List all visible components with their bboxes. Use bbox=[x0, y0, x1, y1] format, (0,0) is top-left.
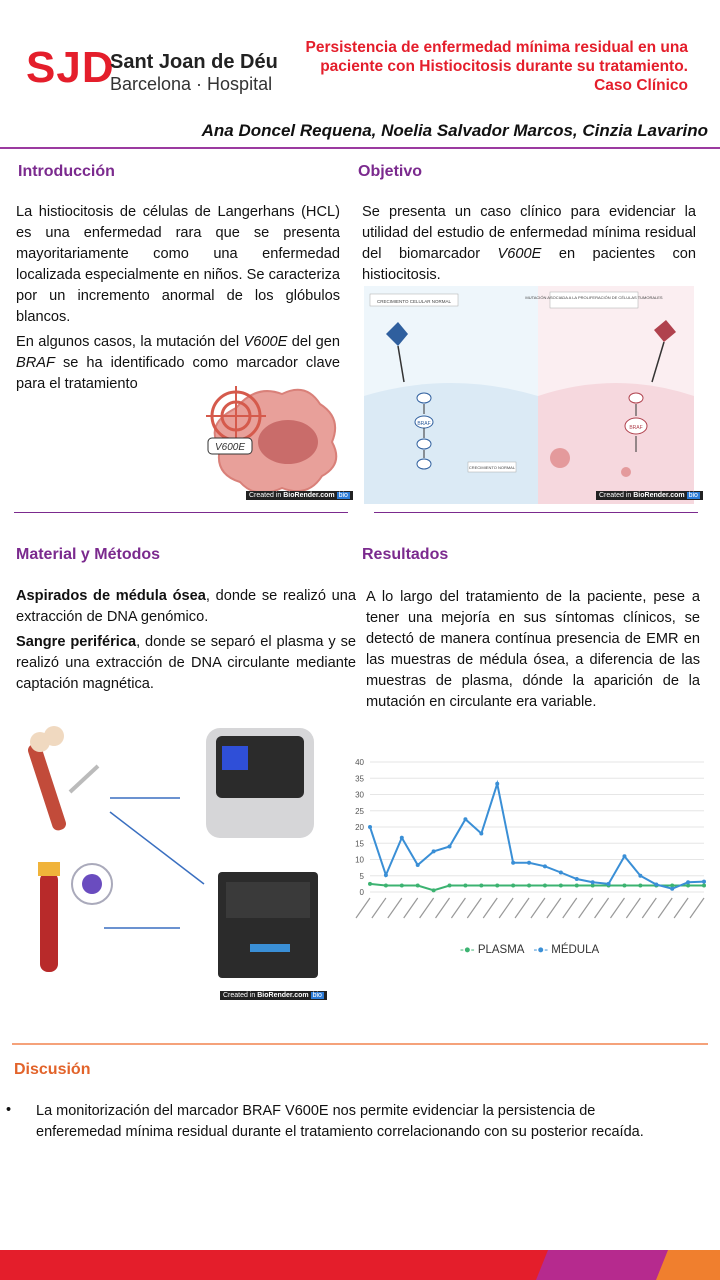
resultados-paragraph: A lo largo del tratamiento de la paciente, pese a tener una mejoría en sus síntomas clínicos, se detectó de manera contínua presencia de EMR en las muestras de médula ósea, a diferencia de las muestras de plasma, dónde la aparición de la mutación en circulante era variable. bbox=[366, 589, 700, 710]
discusion-text: La monitorización del marcador BRAF V600E nos permite evidenciar la persistencia de enferemedad mínima residual durante el tratamiento correlacionando con su posterior recaída. bbox=[36, 1103, 644, 1140]
data-point bbox=[448, 884, 452, 888]
data-point bbox=[511, 884, 515, 888]
x-tick-label bbox=[531, 898, 545, 918]
data-point bbox=[575, 884, 579, 888]
langerhans-cell-illustration bbox=[196, 378, 346, 502]
data-point bbox=[559, 884, 563, 888]
objetivo-heading: Objetivo bbox=[358, 163, 423, 180]
data-point bbox=[638, 884, 642, 888]
intro-paragraph-1: La histiocitosis de células de Langerhans (HCL) es una enfermedad rara que se presenta mayoritariamente como una enfermedad localizada especialmente en niños. Se caracteriza por un incremento anormal de los glóbulos blancos. bbox=[16, 204, 340, 325]
data-point bbox=[622, 854, 626, 858]
metodos-paragraph-1: Aspirados de médula ósea, donde se realizó una extracción de DNA genómico. bbox=[16, 588, 357, 625]
data-point bbox=[400, 836, 404, 840]
metodos-paragraph-2: Sangre periférica, donde se separó el plasma y se realizó una extracción de DNA circulante mediante captación magnética. bbox=[16, 634, 356, 692]
x-tick-label bbox=[499, 898, 513, 918]
intro-divider bbox=[14, 512, 348, 513]
x-tick-label bbox=[483, 898, 497, 918]
x-tick-label bbox=[356, 898, 370, 918]
x-tick-label bbox=[579, 898, 593, 918]
pcr-machine-icon bbox=[218, 872, 318, 978]
intro-heading: Introducción bbox=[18, 163, 115, 180]
intro-paragraph-2: En algunos casos, la mutación del V600E del gen BRAF se ha identificado como marcador clave para el tratamiento bbox=[16, 334, 340, 392]
logo-subtitle: Barcelona · Hospital bbox=[110, 74, 273, 94]
x-tick-label bbox=[690, 898, 704, 918]
x-tick-label bbox=[674, 898, 688, 918]
x-tick-label bbox=[595, 898, 609, 918]
data-point bbox=[527, 884, 531, 888]
data-point bbox=[702, 880, 706, 884]
data-point bbox=[463, 817, 467, 821]
metodos-heading: Material y Métodos bbox=[16, 546, 161, 563]
data-point bbox=[448, 845, 452, 849]
data-point bbox=[368, 825, 372, 829]
data-point bbox=[416, 884, 420, 888]
data-point bbox=[384, 884, 388, 888]
methods-illustration bbox=[20, 722, 340, 992]
data-point bbox=[432, 849, 436, 853]
header-divider bbox=[0, 147, 720, 149]
data-point bbox=[511, 861, 515, 865]
data-point bbox=[479, 884, 483, 888]
x-tick-label bbox=[642, 898, 656, 918]
resultados-text bbox=[366, 587, 700, 717]
data-point bbox=[543, 884, 547, 888]
objetivo-divider bbox=[374, 512, 698, 513]
series-line-plasma bbox=[370, 884, 704, 891]
data-point bbox=[479, 832, 483, 836]
y-tick-label: 35 bbox=[355, 774, 364, 784]
x-tick-label bbox=[658, 898, 672, 918]
y-tick-label: 40 bbox=[355, 758, 364, 767]
data-point bbox=[575, 877, 579, 881]
data-point bbox=[686, 880, 690, 884]
footer-color-bar bbox=[0, 1250, 720, 1280]
y-tick-label: 5 bbox=[359, 871, 364, 881]
intro-text bbox=[16, 202, 340, 399]
biorender-credit-2: Created in BioRender.com bio bbox=[596, 491, 703, 500]
data-point bbox=[654, 883, 658, 887]
data-point bbox=[432, 888, 436, 892]
data-point bbox=[384, 873, 388, 877]
pathway-illustration bbox=[364, 286, 694, 504]
y-tick-label: 20 bbox=[355, 823, 364, 832]
data-point bbox=[670, 887, 674, 891]
objetivo-text bbox=[362, 202, 696, 290]
data-point bbox=[591, 880, 595, 884]
normal-growth-box: CRECIMIENTO NORMAL bbox=[468, 465, 516, 470]
data-point bbox=[400, 884, 404, 888]
logo-name: Sant Joan de Déu bbox=[110, 51, 278, 73]
data-point bbox=[543, 864, 547, 868]
y-tick-label: 15 bbox=[355, 839, 364, 849]
x-tick-label bbox=[388, 898, 402, 918]
braf-node: BRAF bbox=[417, 421, 431, 427]
x-tick-label bbox=[467, 898, 481, 918]
data-point bbox=[368, 882, 372, 886]
metodos-text bbox=[16, 586, 356, 699]
bone-icon bbox=[26, 726, 98, 832]
discusion-heading: Discusión bbox=[14, 1061, 91, 1078]
poster-title: Persistencia de enfermedad mínima residual en una paciente con Histiocitosis durante su tratamiento. Caso Clínico bbox=[305, 39, 688, 94]
resultados-heading: Resultados bbox=[362, 546, 449, 563]
y-tick-label: 0 bbox=[359, 888, 364, 897]
x-tick-label bbox=[372, 898, 386, 918]
logo-mark: SJD bbox=[26, 43, 115, 92]
discussion-divider bbox=[12, 1043, 708, 1045]
y-tick-label: 10 bbox=[355, 855, 364, 865]
chart-legend bbox=[460, 944, 599, 956]
braf-mutant-node: BRAF bbox=[629, 425, 643, 431]
data-point bbox=[527, 861, 531, 865]
x-tick-label bbox=[404, 898, 418, 918]
biorender-credit-3: Created in BioRender.com bio bbox=[220, 991, 327, 1000]
emr-line-chart bbox=[344, 752, 714, 942]
v600e-label: V600E bbox=[214, 442, 246, 453]
data-point bbox=[702, 884, 706, 888]
objetivo-paragraph: Se presenta un caso clínico para evidenciar la utilidad del estudio de enfermedad mínima residual del biomarcador V600E en pacientes con histiocitosis. bbox=[362, 204, 696, 283]
x-tick-label bbox=[626, 898, 640, 918]
x-tick-label bbox=[610, 898, 624, 918]
data-point bbox=[463, 884, 467, 888]
data-point bbox=[495, 782, 499, 786]
mutation-label: MUTACIÓN ASOCIADA A LA PROLIFERACIÓN DE CÉLULAS TUMORALES bbox=[525, 295, 663, 300]
x-tick-label bbox=[563, 898, 577, 918]
sequencer-icon bbox=[206, 728, 314, 838]
x-tick-label bbox=[515, 898, 529, 918]
y-tick-label: 25 bbox=[355, 806, 364, 816]
normal-growth-label: CRECIMIENTO CELULAR NORMAL bbox=[377, 299, 451, 304]
legend-plasma: -●- PLASMA bbox=[460, 944, 524, 956]
data-point bbox=[495, 884, 499, 888]
legend-medula: -●- MÉDULA bbox=[533, 944, 600, 956]
biorender-credit: Created in BioRender.com bio bbox=[246, 491, 353, 500]
discusion-bullet: • bbox=[6, 1102, 12, 1118]
series-line-médula bbox=[370, 784, 704, 889]
data-point bbox=[638, 874, 642, 878]
blood-tube-icon bbox=[38, 862, 112, 972]
x-tick-label bbox=[436, 898, 450, 918]
y-tick-label: 30 bbox=[355, 790, 364, 800]
authors: Ana Doncel Requena, Noelia Salvador Marcos, Cinzia Lavarino bbox=[201, 121, 708, 140]
data-point bbox=[607, 882, 611, 886]
data-point bbox=[622, 884, 626, 888]
x-tick-label bbox=[420, 898, 434, 918]
data-point bbox=[559, 871, 563, 875]
x-tick-label bbox=[451, 898, 465, 918]
x-tick-label bbox=[547, 898, 561, 918]
data-point bbox=[416, 863, 420, 867]
